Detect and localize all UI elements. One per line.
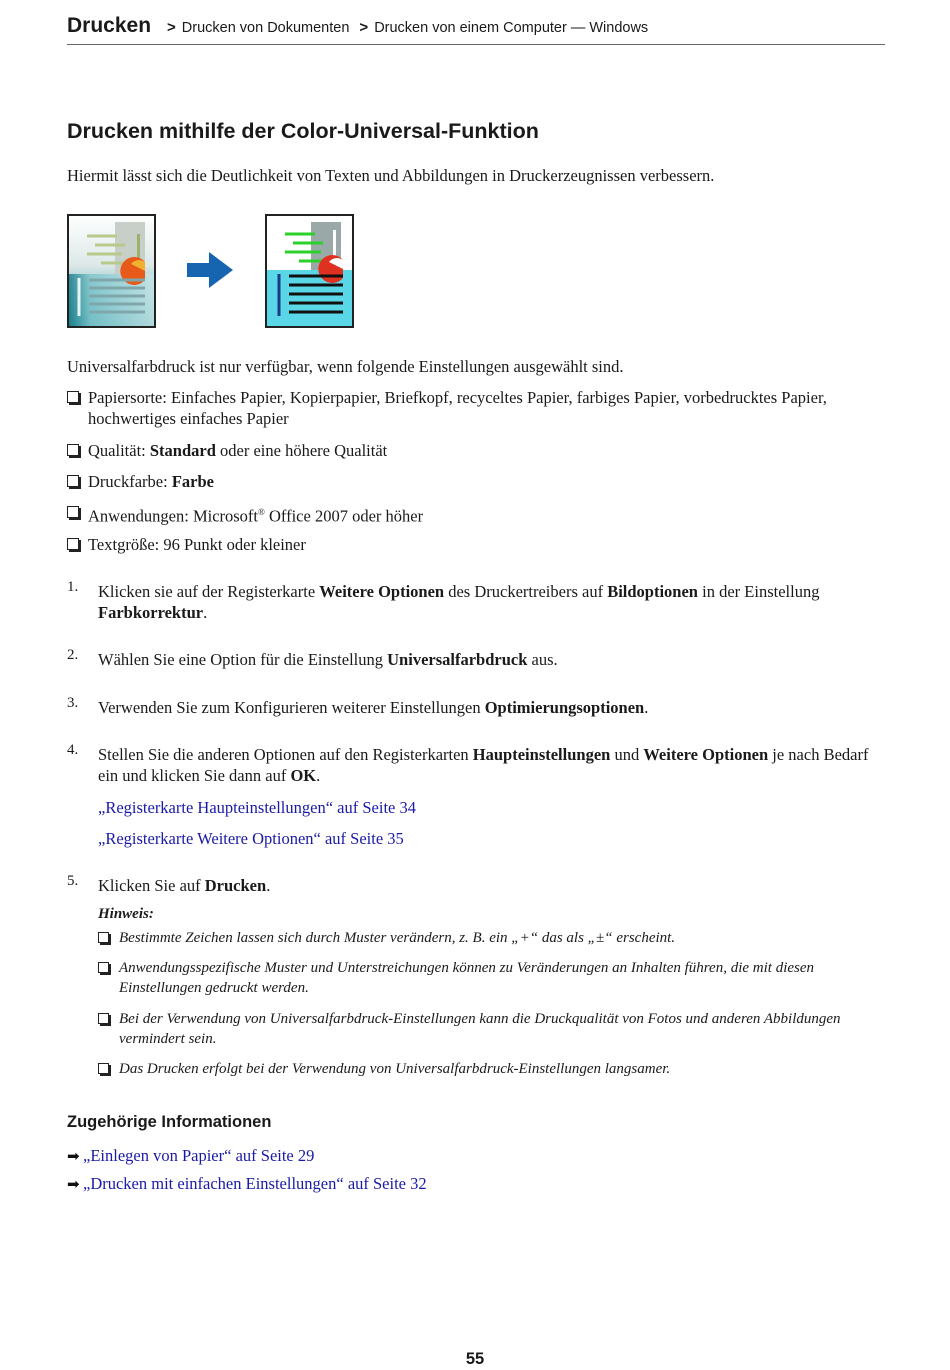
breadcrumb [67,12,885,45]
checkbox-square-icon [67,391,79,403]
arrow-right-icon [187,252,233,288]
link-haupteinstellungen[interactable]: „Registerkarte Haupteinstellungen“ auf Seite 34 [98,798,416,817]
checkbox-square-icon [67,506,79,518]
checkbox-square-icon [67,538,79,550]
breadcrumb-item-windows[interactable]: Drucken von einem Computer — Windows [374,20,649,36]
color-universal-illustration [67,214,357,330]
intro-text: Hiermit lässt sich die Deutlichkeit von Texten und Abbildungen in Druckerzeugnissen verbessern. [67,166,715,185]
after-page-icon [266,215,353,327]
availability-text: Universalfarbdruck ist nur verfügbar, wenn folgende Einstellungen ausgewählt sind. [67,357,624,376]
note-title: Hinweis: [98,906,154,922]
page-title: Drucken mithilfe der Color-Universal-Funktion [67,119,539,143]
breadcrumb-separator: > [167,19,176,36]
related-info-title: Zugehörige Informationen [67,1113,272,1131]
breadcrumb-separator: > [359,19,369,36]
related-link-einfache-einstellungen[interactable]: ➡ „Drucken mit einfachen Einstellungen“ auf Seite 32 [67,1173,427,1196]
checkbox-square-icon [98,932,109,943]
page-number: 55 [465,1350,485,1368]
checkbox-square-icon [67,475,79,487]
related-link-papier[interactable]: ➡ „Einlegen von Papier“ auf Seite 29 [67,1145,314,1168]
arrow-right-icon: ➡ [67,1177,80,1193]
checkbox-square-icon [98,1013,109,1024]
arrow-right-icon: ➡ [67,1149,80,1165]
before-page-icon [68,215,155,327]
breadcrumb-item-dokumente[interactable]: Drucken von Dokumenten [181,20,350,36]
checkbox-square-icon [67,444,79,456]
link-weitere-optionen[interactable]: „Registerkarte Weitere Optionen“ auf Seite 35 [98,829,404,848]
checkbox-square-icon [98,1063,109,1074]
breadcrumb-main[interactable]: Drucken [67,14,152,37]
checkbox-square-icon [98,962,109,973]
